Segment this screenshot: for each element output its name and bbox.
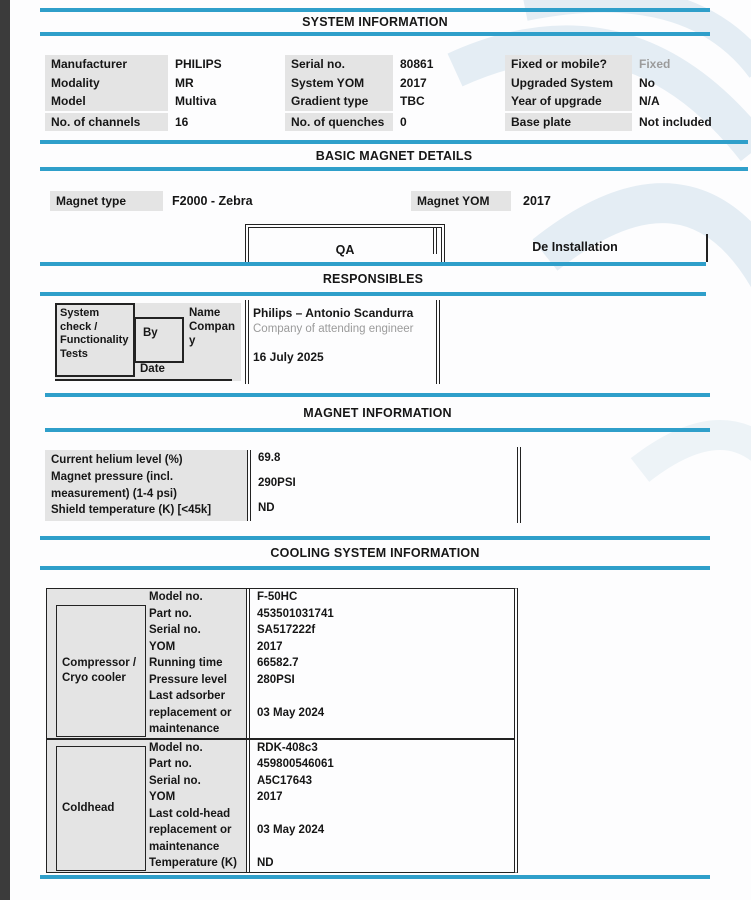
responsibles-name-company-header — [189, 306, 239, 348]
table-row — [285, 92, 433, 111]
company-header: Company — [189, 321, 235, 347]
field-value: 453501031741 — [246, 606, 514, 623]
table-row — [146, 639, 514, 656]
table-row — [146, 855, 514, 872]
field-label: Running time — [146, 655, 246, 672]
field-value: 0 — [400, 114, 407, 129]
field-label-magnet-yom: Magnet YOM — [411, 191, 511, 211]
compressor-block — [47, 589, 514, 738]
field-label: Serial no. — [146, 622, 246, 639]
field-label: Model no. — [146, 589, 246, 606]
section-header-cooling-system — [40, 536, 710, 570]
field-label: Manufacturer — [45, 55, 168, 74]
responsibles-date-cell: Date — [140, 363, 165, 375]
field-label: No. of quenches — [285, 113, 393, 132]
field-label: Modality — [45, 74, 168, 93]
responsibles-row-label: System check / Functionality Tests — [55, 303, 135, 377]
field-value: ND — [246, 855, 514, 872]
field-value: A5C17643 — [246, 773, 514, 790]
field-label: Last cold-head replacement or maintenance — [146, 806, 246, 856]
field-value-magnet-type: F2000 - Zebra — [172, 194, 253, 208]
field-label: System YOM — [285, 74, 393, 93]
field-label: YOM — [146, 639, 246, 656]
section-title: SYSTEM INFORMATION — [302, 15, 448, 29]
table-row — [505, 55, 712, 74]
table-row — [146, 655, 514, 672]
table-row — [45, 113, 222, 132]
table-border-mark — [706, 234, 708, 262]
field-value: 69.8 — [258, 452, 281, 465]
cooling-system-table — [46, 588, 518, 873]
field-label: Serial no. — [146, 773, 246, 790]
column-header-qa — [245, 224, 445, 262]
table-border-mark — [433, 228, 437, 254]
field-value: SA517222f — [246, 622, 514, 639]
system-info-column-1 — [45, 55, 222, 131]
table-row — [146, 589, 514, 606]
system-info-column-2 — [285, 55, 433, 131]
table-row — [285, 74, 433, 93]
field-label-magnet-type: Magnet type — [50, 191, 163, 211]
table-row — [45, 92, 222, 111]
field-value: N/A — [639, 94, 660, 109]
field-value: MR — [175, 75, 194, 90]
field-value: RDK-408c3 — [246, 740, 514, 757]
engineer-name: Philips – Antonio Scandurra — [253, 306, 414, 320]
field-value: 459800546061 — [246, 756, 514, 773]
coldhead-rows — [146, 740, 514, 872]
table-row — [146, 740, 514, 757]
field-label: Part no. — [146, 606, 246, 623]
section-header-basic-magnet-details — [40, 140, 748, 171]
field-value: 2017 — [246, 639, 514, 656]
field-value: Multiva — [175, 94, 217, 109]
table-row — [146, 672, 514, 689]
field-label: Current helium level (%) — [51, 454, 183, 467]
section-header-magnet-information — [45, 393, 710, 432]
field-label: Upgraded System — [505, 74, 632, 93]
magnet-info-labels — [45, 450, 247, 521]
field-label: Model no. — [146, 740, 246, 757]
responsibles-by-cell: By — [134, 317, 184, 363]
field-label: Serial no. — [285, 55, 393, 74]
field-label: Base plate — [505, 113, 632, 132]
field-value: 16 — [175, 114, 189, 129]
field-label: Model — [45, 92, 168, 111]
table-row — [146, 789, 514, 806]
field-value: TBC — [400, 94, 425, 109]
field-value: No — [639, 75, 655, 90]
table-row — [45, 74, 222, 93]
field-label: Gradient type — [285, 92, 393, 111]
magnet-info-values — [247, 450, 512, 521]
field-label: Last adsorber replacement or maintenance — [146, 688, 246, 738]
field-value: 290PSI — [258, 477, 296, 490]
section-title: MAGNET INFORMATION — [303, 405, 452, 420]
field-value: 80861 — [400, 57, 434, 72]
group-label-cell — [47, 740, 146, 872]
field-value: PHILIPS — [175, 57, 222, 72]
section-header-system-information — [40, 8, 710, 36]
table-row — [146, 756, 514, 773]
field-value: 03 May 2024 — [246, 806, 514, 856]
table-row — [505, 113, 712, 132]
table-border — [55, 379, 232, 381]
table-row — [505, 74, 712, 93]
field-value: ND — [258, 502, 275, 515]
field-value: 2017 — [400, 75, 427, 90]
table-row — [505, 92, 712, 111]
table-row — [45, 55, 222, 74]
table-row — [146, 806, 514, 856]
engineer-company-placeholder: Company of attending engineer — [253, 323, 414, 335]
group-label: Compressor / Cryo cooler — [56, 605, 146, 737]
field-label: Fixed or mobile? — [505, 55, 632, 74]
section-title: COOLING SYSTEM INFORMATION — [270, 546, 480, 560]
field-label: No. of channels — [45, 113, 168, 132]
table-row — [285, 113, 433, 132]
table-row — [146, 688, 514, 738]
group-label-cell — [47, 589, 146, 738]
field-value: 03 May 2024 — [246, 688, 514, 738]
field-label: Pressure level — [146, 672, 246, 689]
field-value: 66582.7 — [246, 655, 514, 672]
field-value: F-50HC — [246, 589, 514, 606]
field-value: 2017 — [246, 789, 514, 806]
field-label: Shield temperature (K) [<45k] — [51, 504, 212, 517]
table-row — [146, 622, 514, 639]
section-divider — [40, 875, 710, 879]
field-label: Year of upgrade — [505, 92, 632, 111]
field-label: Part no. — [146, 756, 246, 773]
field-label: YOM — [146, 789, 246, 806]
column-header-label: QA — [335, 243, 355, 257]
coldhead-block — [47, 738, 514, 872]
responsibles-values — [253, 306, 433, 364]
section-header-responsibles — [40, 262, 706, 296]
field-value: Not included — [639, 114, 712, 129]
group-label: Coldhead — [56, 746, 146, 871]
visit-date: 16 July 2025 — [253, 350, 324, 364]
table-row — [146, 606, 514, 623]
table-row — [146, 773, 514, 790]
name-header: Name — [189, 307, 221, 319]
table-border-double — [436, 300, 440, 384]
system-info-column-3 — [505, 55, 712, 131]
column-header-deinstallation: De Installation — [532, 240, 618, 254]
section-title: BASIC MAGNET DETAILS — [315, 148, 473, 163]
field-value: 280PSI — [246, 672, 514, 689]
field-label: Magnet pressure (incl. measurement) (1-4 psi) — [51, 471, 177, 500]
compressor-rows — [146, 589, 514, 738]
table-border-double — [517, 447, 521, 523]
table-border-double — [245, 300, 249, 384]
section-title: RESPONSIBLES — [322, 272, 424, 286]
table-row — [285, 55, 433, 74]
magnet-info-table — [45, 450, 512, 521]
field-value-magnet-yom: 2017 — [523, 194, 551, 208]
field-label: Temperature (K) — [146, 855, 246, 872]
field-value: Fixed — [639, 57, 671, 72]
